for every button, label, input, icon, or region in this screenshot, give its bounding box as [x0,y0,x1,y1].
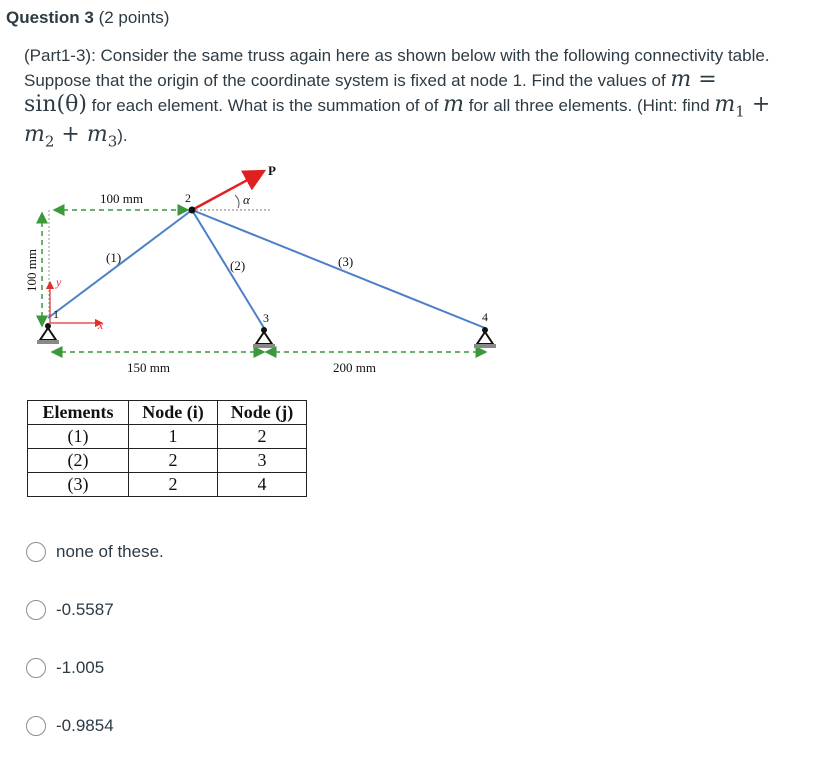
member-2 [192,210,264,328]
answer-option-label[interactable]: -0.5587 [56,600,114,619]
label-150mm: 150 mm [127,360,170,375]
radio-button[interactable] [26,716,46,736]
answer-option-none[interactable] [26,538,164,566]
radio-button[interactable] [26,542,46,562]
radio-button[interactable] [26,600,46,620]
table-cell: 2 [129,473,218,497]
math-sum: $m_1 + m_2 + m_3$ [24,92,771,151]
table-header: Elements [28,401,129,425]
label-force-p: P [268,163,276,178]
table-row [28,449,307,473]
answer-option-0-5587[interactable] [26,596,164,624]
question-text-part4: ). [117,126,128,146]
table-cell: (2) [28,449,129,473]
radio-button[interactable] [26,658,46,678]
label-alpha: α [243,192,250,207]
label-node-1: 1 [53,307,59,321]
table-cell: 4 [218,473,307,497]
label-elem-1: (1) [106,250,122,265]
support-node-4 [474,332,496,348]
answer-option-label[interactable]: none of these. [56,542,164,561]
question-points: (2 points) [98,8,170,27]
math-m: m [443,92,465,117]
question-text-part3: for all three elements. (Hint: find [464,96,715,115]
answer-option-label[interactable]: -0.9854 [56,716,114,735]
question-text-part2: for each element. What is the summation of of [86,96,444,115]
truss-figure [20,158,500,383]
table-cell: (1) [28,425,129,449]
table-cell: (3) [28,473,129,497]
support-node-3 [253,332,275,348]
connectivity-table [27,400,307,497]
label-100mm-side: 100 mm [24,249,39,292]
label-100mm-top: 100 mm [100,191,143,206]
table-row [28,473,307,497]
table-cell: 3 [218,449,307,473]
math-m-eq: m = sin(θ) [24,67,717,117]
table-cell: 2 [129,449,218,473]
answer-option-label[interactable]: -1.005 [56,658,105,677]
question-text-part1: (Part1-3): Consider the same truss again here as shown below with the following connectivity table. Suppose that the origin of the coordinate system is fixed at node 1. Find the values of [24,46,770,90]
label-200mm: 200 mm [333,360,376,375]
label-node-3: 3 [263,311,269,325]
answer-option-0-9854[interactable] [26,712,164,740]
question-number: Question 3 [6,8,94,27]
question-header [6,8,169,28]
support-node-1 [37,328,59,344]
label-elem-2: (2) [230,258,246,273]
table-header-row [28,401,307,425]
label-node-2: 2 [185,191,191,205]
label-axis-y: y [56,275,62,289]
table-header: Node (j) [218,401,307,425]
table-cell: 2 [218,425,307,449]
label-elem-3: (3) [338,254,354,269]
question-text [24,44,784,154]
answer-option-1-005[interactable] [26,654,164,682]
table-row [28,425,307,449]
table-header: Node (i) [129,401,218,425]
force-arrow [192,171,264,210]
node-2-dot [189,207,196,214]
label-axis-x: x [98,318,104,332]
table-cell: 1 [129,425,218,449]
label-node-4: 4 [482,310,488,324]
answer-options [26,538,164,770]
